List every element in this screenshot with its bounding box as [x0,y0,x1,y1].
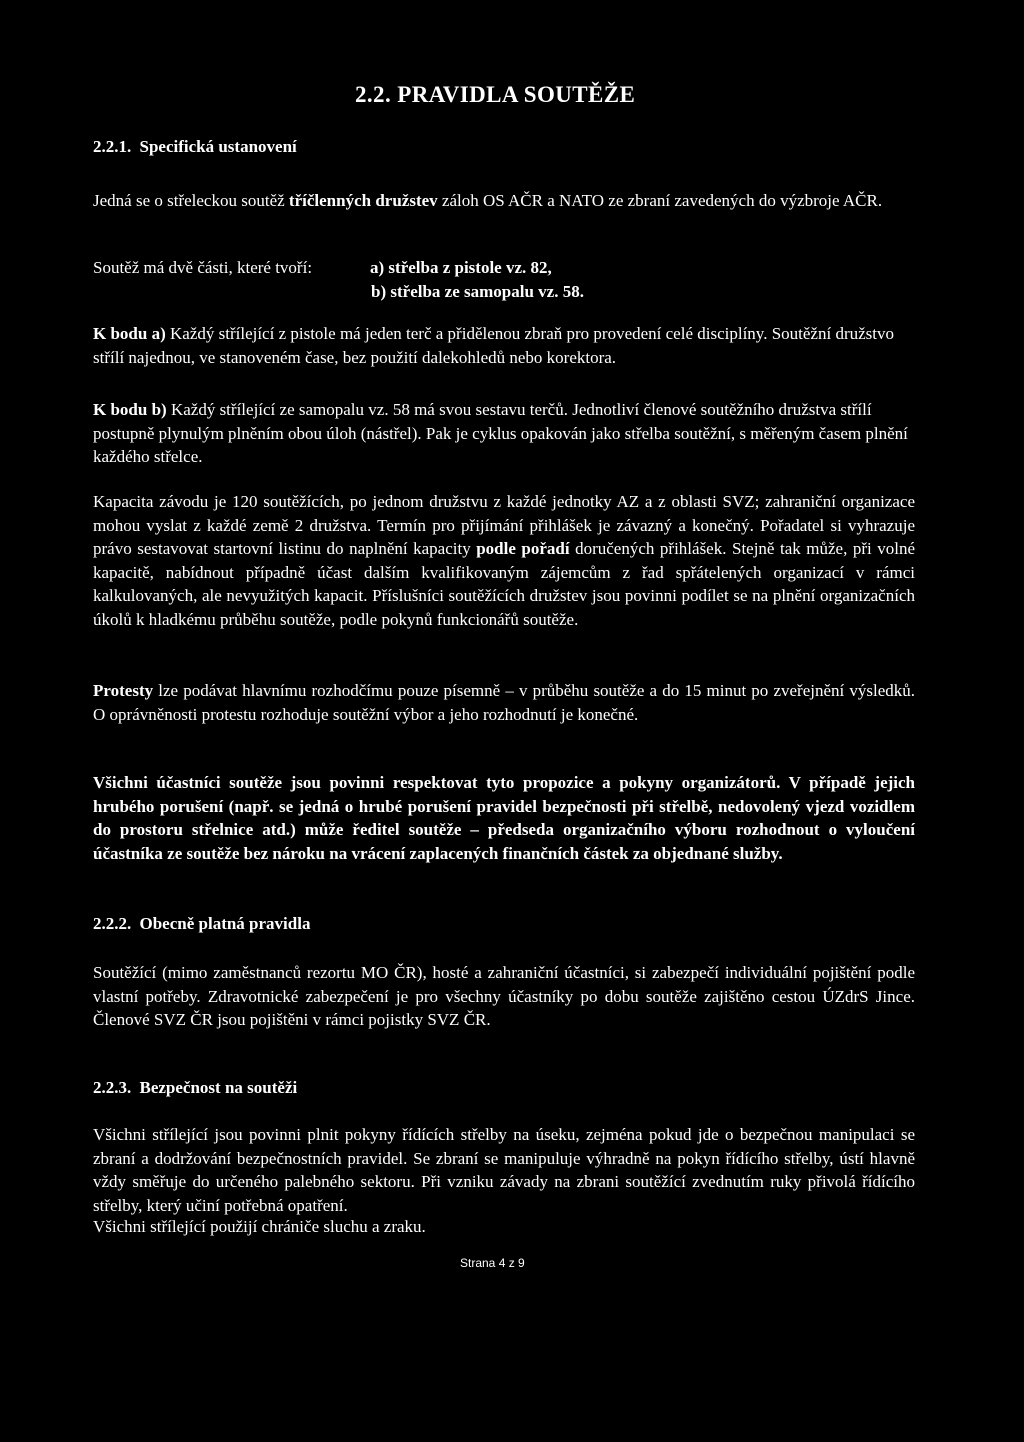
point-a-paragraph [93,322,915,369]
page-number: Strana 4 z 9 [460,1256,525,1270]
text-run: Jedná se o střeleckou soutěž [93,191,289,210]
capacity-paragraph [93,490,915,631]
section-title: Obecně platná pravidla [139,914,311,933]
parts-list [370,256,584,304]
section-heading-specific [93,137,297,157]
intro-paragraph [93,189,915,213]
emphasis: podle pořadí [476,539,570,558]
text-run: Každý střílející ze samopalu vz. 58 má svou sestavu terčů. Jednotliví členové soutěžního družstva střílí postupně plynulým plněním obou úloh (nástřel). Pak je cyklus opakován jako střelba soutěžní, s měřeným časem plnění každého střelce. [93,400,908,466]
part-a: a) střelba z pistole vz. 82, [370,258,552,277]
general-paragraph: Soutěžící (mimo zaměstnanců rezortu MO ČR), hosté a zahraniční účastníci, si zabezpečí individuální pojištění podle vlastní potřeby. Zdravotnické zabezpečení je pro všechny účastníky po dobu soutěže zajištěno cestou ÚZdrS Jince. Členové SVZ ČR jsou pojištěni v rámci pojistky SVZ ČR. [93,963,915,1029]
text-run: doručených přihlášek. Stejně tak může, při volné kapacitě, nabídnout případně účast dalším kvalifikovaným zájemcům z řad spřátelených organizací v rámci kalkulovaných, ale nevyužitých kapacit. Příslušníci soutěžících družstev jsou povinni podílet se na plnění organizačních úkolů k hladkému průběhu soutěže, podle pokynů funkcionářů soutěže. [93,539,916,629]
section-title: Specifická ustanovení [139,137,297,156]
section-number: 2.2.3. [93,1078,132,1097]
safety-paragraph-hearing: Všichni střílející použijí chrániče sluchu a zraku. [93,1217,426,1236]
emphasis: K bodu a) [93,324,166,343]
protests-paragraph [93,679,915,726]
safety-paragraph: Všichni střílející jsou povinni plnit pokyny řídících střelby na úseku, zejména pokud jde o bezpečnou manipulaci se zbraní a dodržování bezpečnostních pravidel. Se zbraní se manipuluje výhradně na pokyn řídícího střelby, ústí hlavně vždy směřuje do určeného palebného sektoru. Při vzniku závady na zbrani soutěžící zvednutím ruky přivolá řídícího střelby, který učiní potřebná opatření. [93,1125,915,1215]
section-title: Bezpečnost na soutěži [139,1078,298,1097]
text-run: Kapacita závodu je 120 soutěžících, po jednom družstvu z každé jednotky AZ a z oblasti SVZ; zahraniční organizace mohou vyslat z každé země 2 družstva. Termín pro přijímání přihlášek je závazný a konečný. Pořadatel si vyhrazuje právo sestavovat startovní listinu do naplnění kapacity [93,492,915,558]
section-number: 2.2.2. [93,914,132,933]
section-number: 2.2.1. [93,137,132,156]
text-run: Každý střílející z pistole má jeden terč a přidělenou zbraň pro provedení celé disciplíny. Soutěžní družstvo střílí najednou, ve stanoveném čase, bez použití dalekohledů nebo korektora. [93,324,894,367]
document-page [93,0,933,1442]
emphasis: K bodu b) [93,400,167,419]
page-title: 2.2. PRAVIDLA SOUTĚŽE [355,82,636,107]
section-heading-general [93,914,310,934]
emphasis: tříčlenných družstev [288,191,438,210]
obligation-paragraph: Všichni účastníci soutěže jsou povinni respektovat tyto propozice a pokyny organizátorů. V případě jejich hrubého porušení (např. se jedná o hrubé porušení pravidel bezpečnosti při střelbě, nedovolený vjezd vozidlem do prostoru střelnice atd.) může ředitel soutěže – předseda organizačního výboru rozhodnout o vyloučení účastníka ze soutěže bez nároku na vrácení zaplacených finančních částek za objednané služby. [93,773,915,863]
part-b: b) střelba ze samopalu vz. 58. [371,282,584,301]
text-run: záloh OS AČR a NATO ze zbraní zavedených do výzbroje AČR. [437,191,883,210]
competition-parts [93,256,915,304]
section-heading-safety [93,1078,297,1098]
point-b-paragraph [93,398,915,469]
parts-intro: Soutěž má dvě části, které tvoří: [93,258,313,277]
text-run: lze podávat hlavnímu rozhodčímu pouze písemně – v průběhu soutěže a do 15 minut po zveřejnění výsledků. O oprávněnosti protestu rozhoduje soutěžní výbor a jeho rozhodnutí je konečné. [93,681,915,724]
emphasis: Protesty [93,681,154,700]
